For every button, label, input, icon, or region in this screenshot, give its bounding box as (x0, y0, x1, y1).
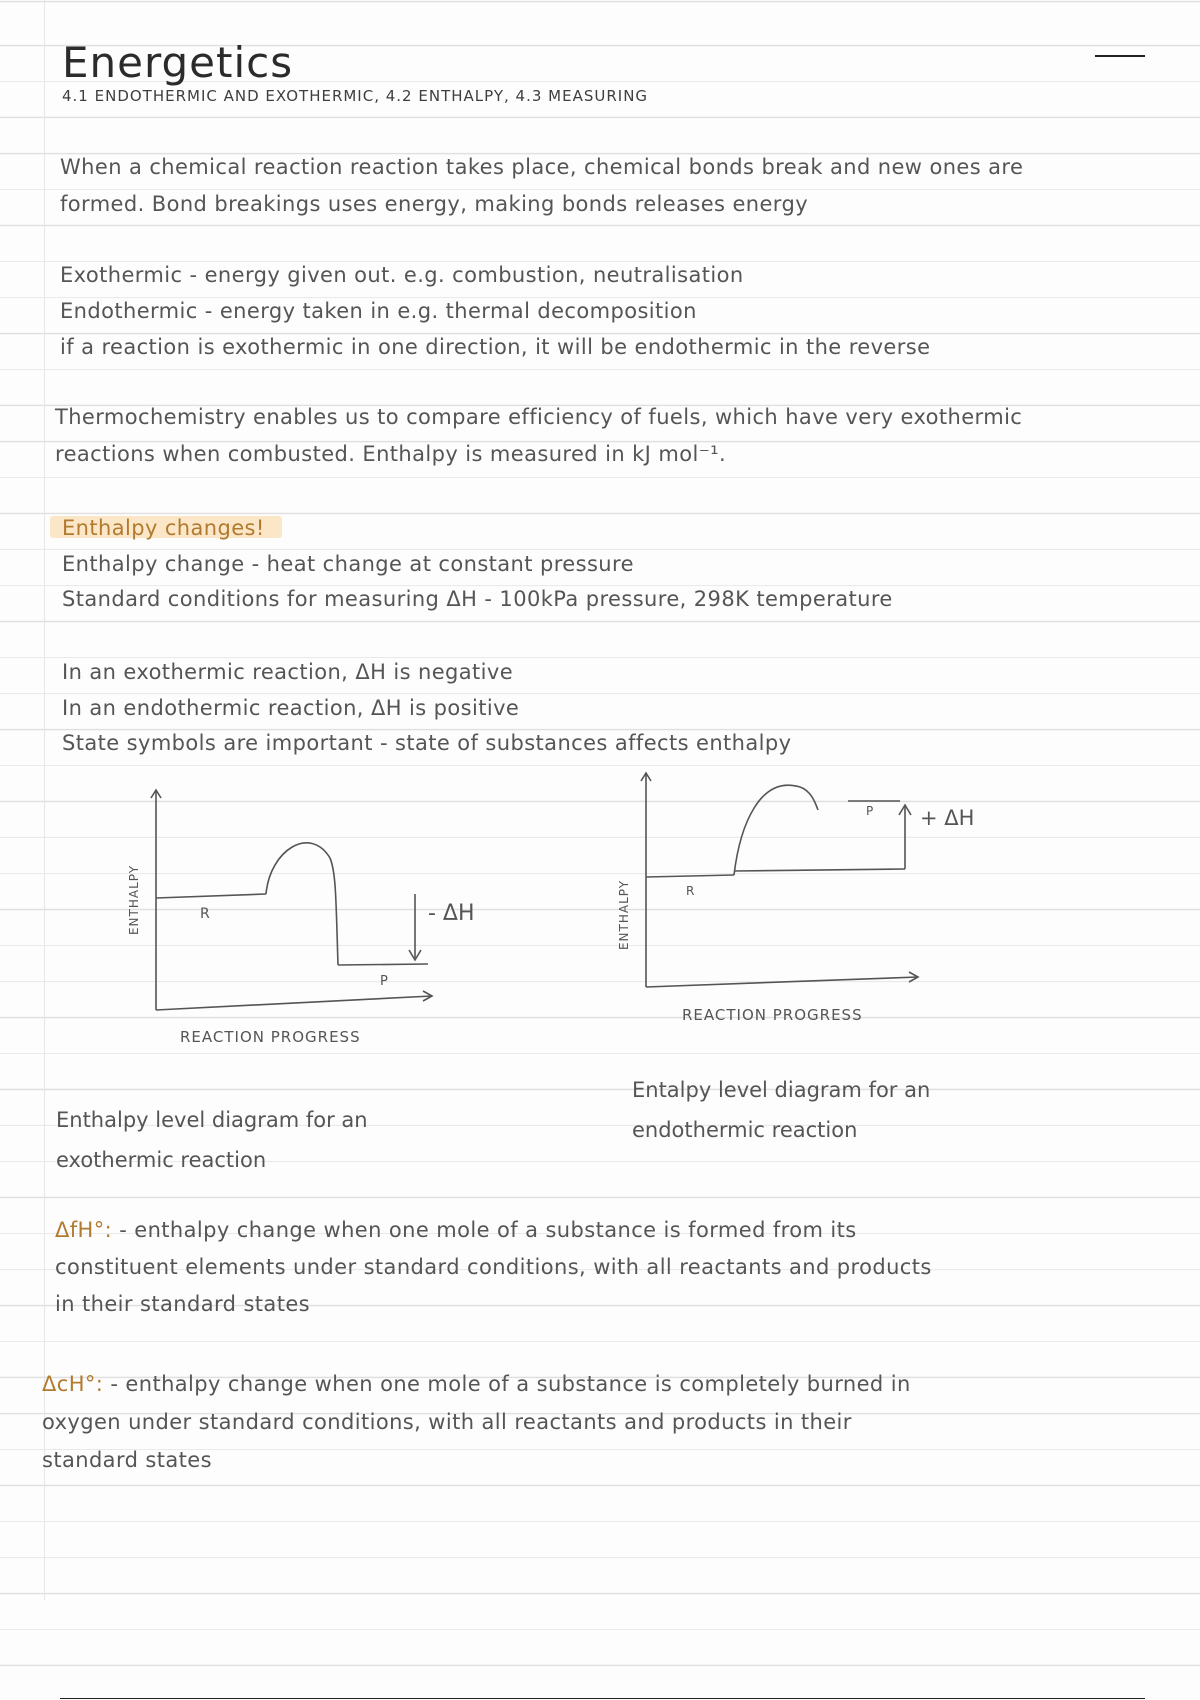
sign-rule-line: In an exothermic reaction, ΔH is negative (62, 660, 514, 684)
formation-definition (55, 1218, 857, 1242)
combustion-definition (42, 1372, 911, 1396)
definition-line: if a reaction is exothermic in one direction, it will be endothermic in the reverse (60, 335, 931, 359)
intro-line: formed. Bond breakings uses energy, making bonds releases energy (60, 192, 809, 216)
intro-line: When a chemical reaction reaction takes place, chemical bonds break and new ones are (60, 155, 1024, 179)
y-axis-label: ENTHALPY (617, 879, 631, 951)
product-label: P (866, 804, 874, 818)
x-axis (646, 977, 918, 987)
endothermic-diagram (600, 765, 980, 1035)
caption-line: endothermic reaction (632, 1118, 858, 1142)
reactant-level (156, 894, 266, 898)
exothermic-diagram (110, 780, 475, 1050)
combustion-symbol: ΔcH°: (42, 1372, 104, 1396)
exothermic-caption (56, 1100, 368, 1180)
page-subtitle: 4.1 ENDOTHERMIC AND EXOTHERMIC, 4.2 ENTHALPY, 4.3 MEASURING (62, 87, 649, 105)
delta-h-label: + ΔH (920, 806, 975, 830)
x-axis (156, 996, 432, 1010)
reactant-label: R (686, 884, 695, 898)
energy-curve (734, 785, 818, 875)
definition-line: Exothermic - energy given out. e.g. combustion, neutralisation (60, 263, 744, 287)
bottom-rule (60, 1698, 1145, 1699)
caption-line: Entalpy level diagram for an (632, 1078, 931, 1102)
corner-dash (1095, 55, 1145, 57)
sign-rule-line: State symbols are important - state of substances affects enthalpy (62, 731, 792, 755)
reactant-label: R (200, 906, 210, 922)
formation-line: constituent elements under standard conditions, with all reactants and products (55, 1255, 932, 1279)
combustion-line: oxygen under standard conditions, with all reactants and products in their (42, 1410, 852, 1434)
section-heading: Enthalpy changes! (62, 516, 265, 540)
formation-line: in their standard states (55, 1292, 310, 1316)
combustion-line: standard states (42, 1448, 212, 1472)
enthalpy-line: Standard conditions for measuring ΔH - 100kPa pressure, 298K temperature (62, 587, 893, 611)
product-level (338, 964, 428, 965)
margin-line (44, 0, 45, 1600)
enthalpy-line: Enthalpy change - heat change at constant pressure (62, 552, 634, 576)
definition-line: Endothermic - energy taken in e.g. thermal decomposition (60, 299, 697, 323)
combustion-line: - enthalpy change when one mole of a substance is completely burned in (110, 1372, 911, 1396)
endothermic-caption (632, 1070, 930, 1150)
endothermic-diagram-svg (600, 765, 980, 1035)
thermochemistry-line: Thermochemistry enables us to compare efficiency of fuels, which have very exothermic (55, 405, 1023, 429)
caption-line: Enthalpy level diagram for an (56, 1108, 368, 1132)
x-axis-label: REACTION PROGRESS (180, 1028, 361, 1046)
delta-h-label: - ΔH (428, 901, 475, 926)
x-axis-label: REACTION PROGRESS (682, 1006, 863, 1024)
page-title: Energetics (62, 38, 294, 87)
exothermic-diagram-svg (110, 780, 475, 1050)
energy-curve (266, 843, 338, 965)
formation-symbol: ΔfH°: (55, 1218, 113, 1242)
y-axis-label: ENTHALPY (127, 864, 141, 936)
formation-line: - enthalpy change when one mole of a substance is formed from its (119, 1218, 857, 1242)
reactant-guide-line (734, 869, 905, 871)
thermochemistry-line: reactions when combusted. Enthalpy is measured in kJ mol⁻¹. (55, 442, 727, 466)
sign-rule-line: In an endothermic reaction, ΔH is positive (62, 696, 520, 720)
reactant-level (646, 875, 734, 877)
caption-line: exothermic reaction (56, 1148, 267, 1172)
product-label: P (380, 974, 388, 989)
